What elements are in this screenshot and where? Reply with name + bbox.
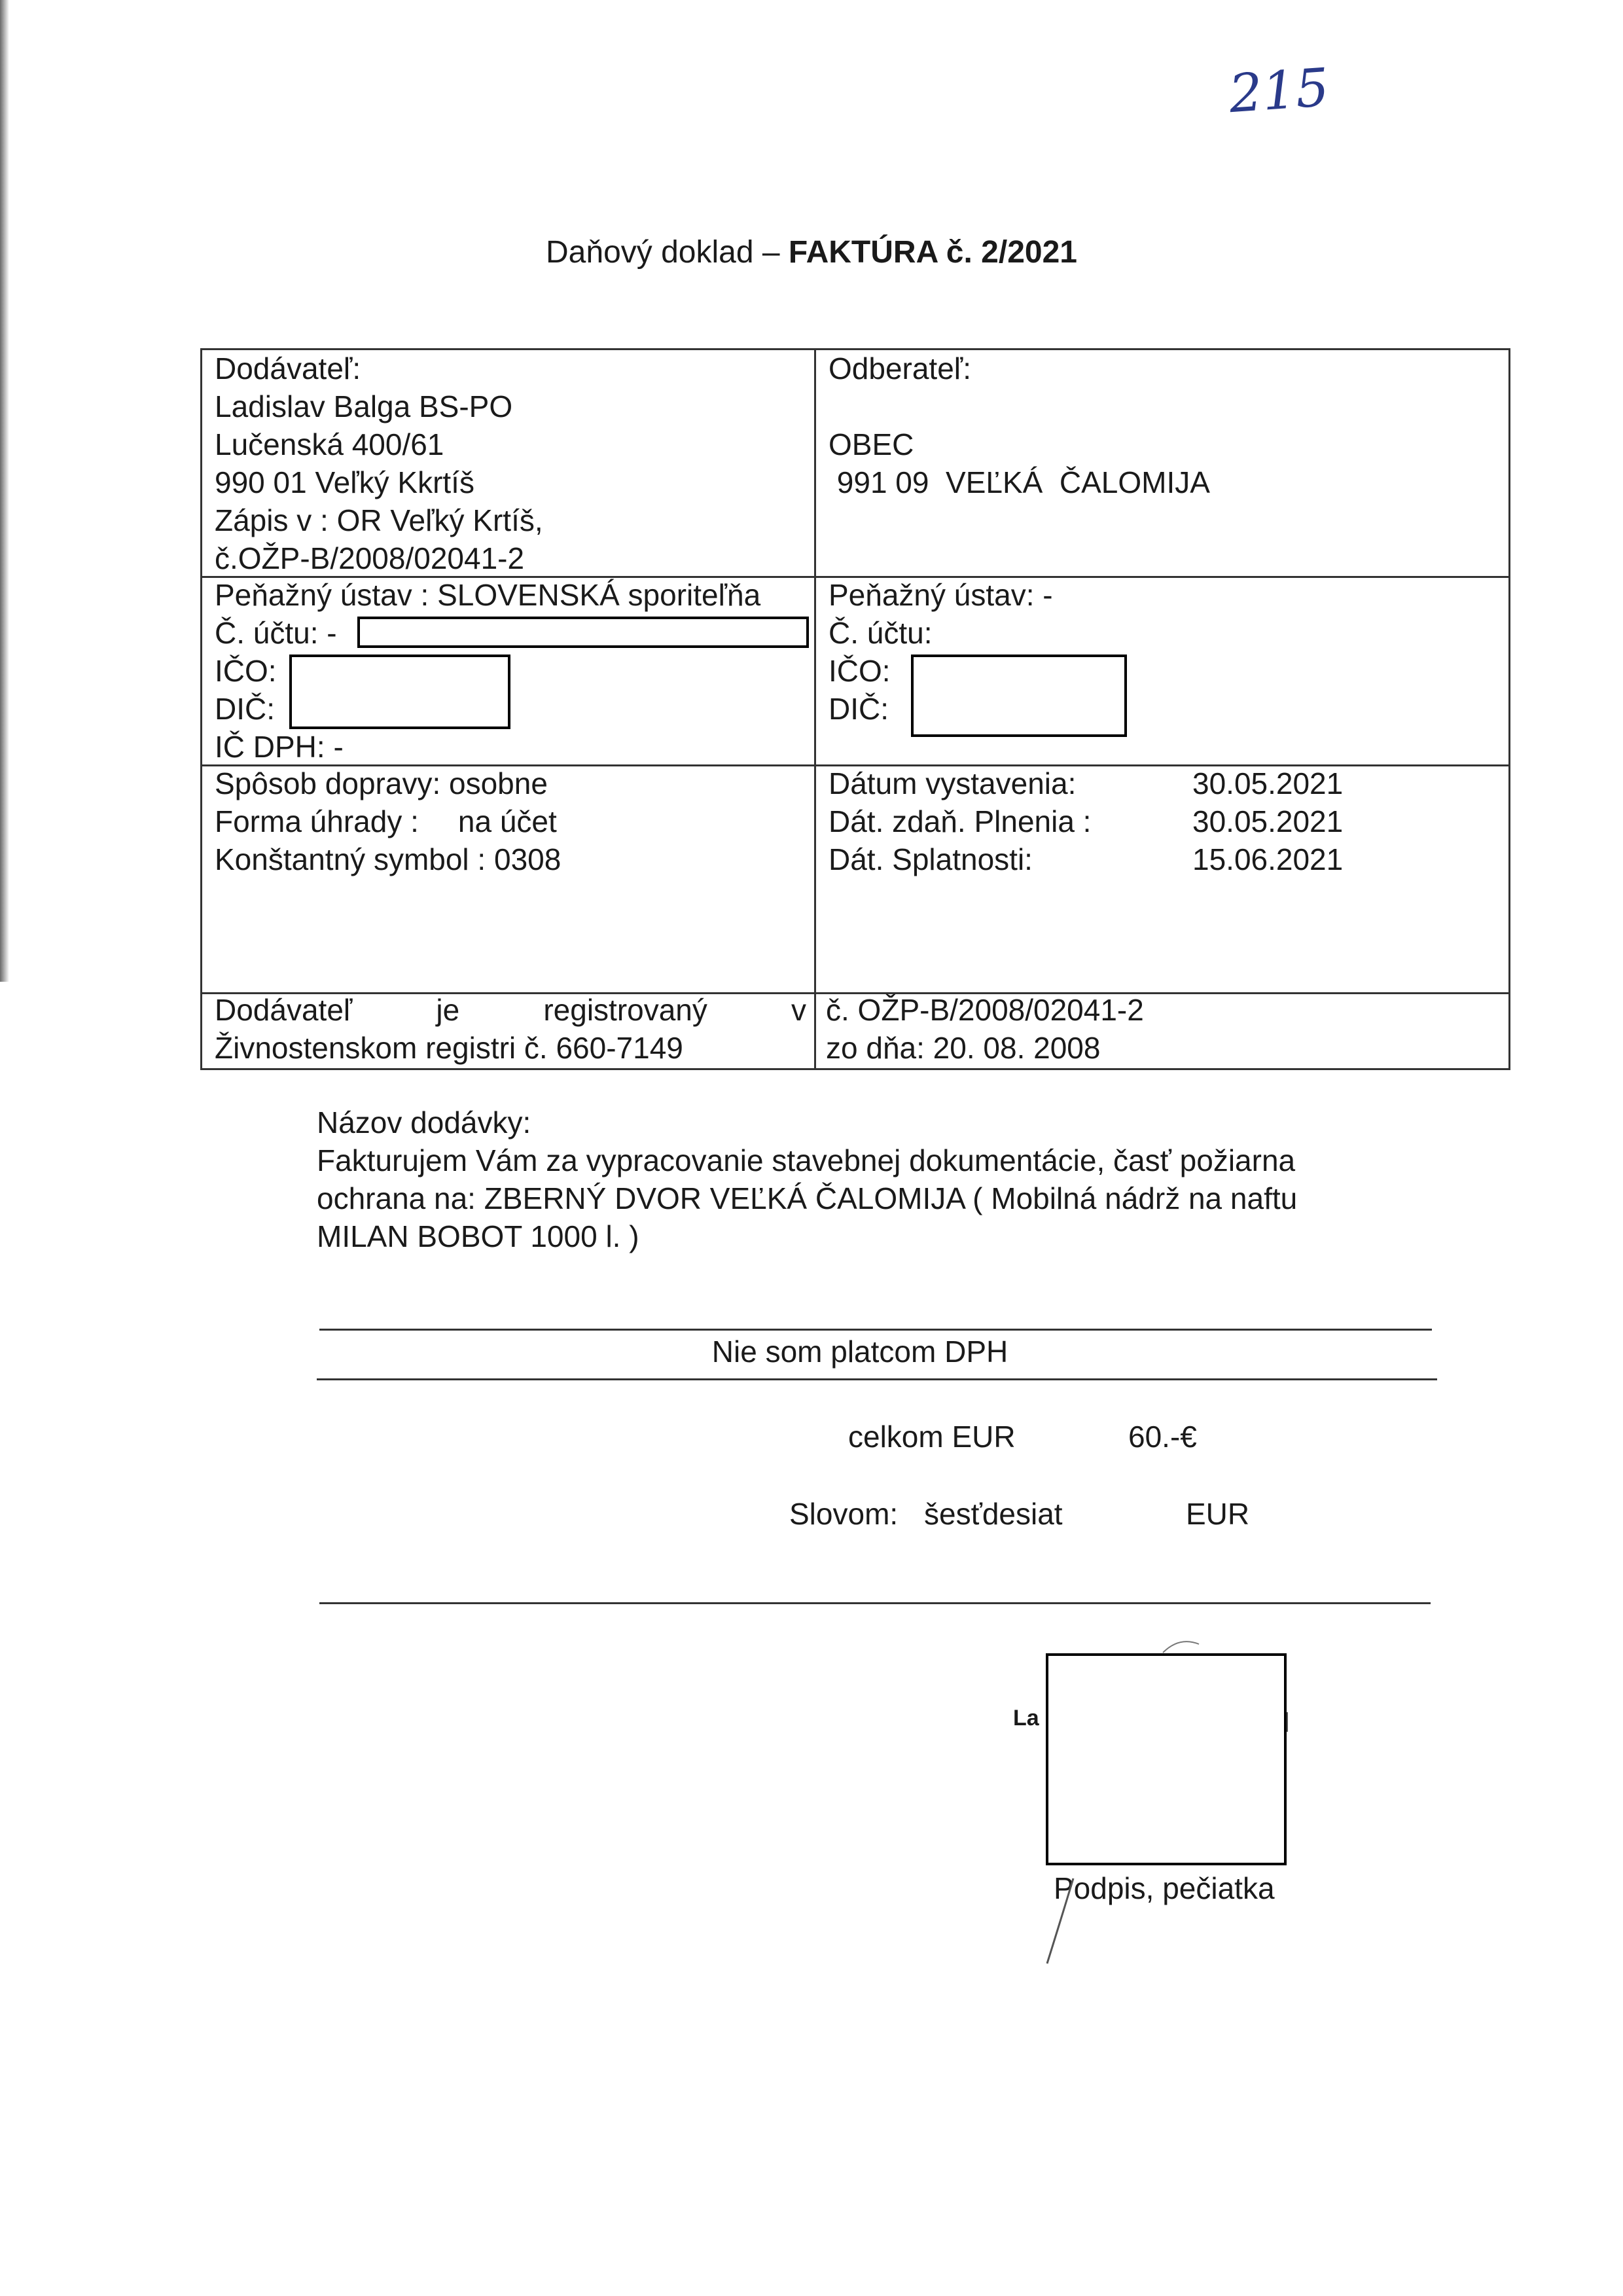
title-main: FAKTÚRA č. 2/2021 bbox=[788, 235, 1077, 270]
delivery-line: ochrana na: ZBERNÝ DVOR VEĽKÁ ČALOMIJA ( Mobilná nádrž na naftu bbox=[317, 1181, 1298, 1215]
supplier-dic: DIČ: bbox=[215, 692, 275, 726]
supplier-block bbox=[215, 350, 543, 577]
vat-top-rule bbox=[319, 1329, 1432, 1331]
payment-block bbox=[215, 764, 561, 878]
words-currency: EUR bbox=[1186, 1497, 1250, 1531]
supplier-line: Zápis v : OR Veľký Krtíš, bbox=[215, 503, 543, 537]
table-bottom-border bbox=[200, 1068, 1510, 1070]
registration-right bbox=[826, 991, 1144, 1067]
constant-symbol: Konštantný symbol : 0308 bbox=[215, 842, 562, 876]
supplier-account: Č. účtu: - bbox=[215, 616, 337, 650]
registration-word: je bbox=[436, 993, 460, 1027]
invoice-title bbox=[0, 234, 1623, 270]
words-value: šesťdesiat bbox=[924, 1497, 1063, 1531]
signature-curl-icon bbox=[1160, 1636, 1205, 1656]
scan-edge bbox=[0, 0, 9, 982]
payment-form bbox=[215, 802, 561, 840]
table-left-border bbox=[200, 348, 202, 1070]
supplier-heading: Dodávateľ: bbox=[215, 351, 361, 386]
supplier-line: č.OŽP-B/2008/02041-2 bbox=[215, 541, 525, 575]
signature-caption: Podpis, pečiatka bbox=[1054, 1871, 1275, 1905]
redaction-customer-ids bbox=[911, 655, 1127, 737]
registration-word: Dodávateľ bbox=[215, 993, 353, 1027]
customer-block bbox=[829, 350, 1210, 501]
customer-bank: Peňažný ústav: - bbox=[829, 578, 1053, 612]
supplier-bank: Peňažný ústav : SLOVENSKÁ sporiteľňa bbox=[215, 578, 761, 612]
supplier-line: 990 01 Veľký Kkrtíš bbox=[215, 465, 474, 499]
registration-date: zo dňa: 20. 08. 2008 bbox=[826, 1031, 1101, 1065]
customer-heading: Odberateľ: bbox=[829, 351, 971, 386]
words-label: Slovom: bbox=[789, 1497, 899, 1531]
taxable-label: Dát. zdaň. Plnenia : bbox=[829, 804, 1092, 838]
dates-values bbox=[1192, 764, 1343, 878]
customer-dic: DIČ: bbox=[829, 692, 889, 726]
customer-ico: IČO: bbox=[829, 654, 891, 688]
supplier-icdph: IČ DPH: - bbox=[215, 730, 344, 764]
total-value: 60.-€ bbox=[1128, 1420, 1197, 1454]
table-right-border bbox=[1508, 348, 1510, 1070]
supplier-line: Lučenská 400/61 bbox=[215, 427, 444, 461]
vat-bottom-rule bbox=[317, 1378, 1437, 1380]
customer-account: Č. účtu: bbox=[829, 616, 933, 650]
registration-word: v bbox=[791, 993, 806, 1027]
issued-label: Dátum vystavenia: bbox=[829, 766, 1077, 800]
handwritten-page-number: 215 bbox=[1226, 56, 1331, 125]
vat-note: Nie som platcom DPH bbox=[711, 1335, 1008, 1369]
registration-word: registrovaný bbox=[543, 993, 707, 1027]
registration-number: č. OŽP-B/2008/02041-2 bbox=[826, 993, 1144, 1027]
delivery-heading: Názov dodávky: bbox=[317, 1105, 531, 1139]
supplier-ico: IČO: bbox=[215, 654, 277, 688]
signature-partial-text: La bbox=[1013, 1706, 1039, 1731]
table-middle-border bbox=[814, 348, 816, 1070]
delivery-line: MILAN BOBOT 1000 l. ) bbox=[317, 1219, 639, 1253]
payment-form-label: Forma úhrady : bbox=[215, 804, 419, 838]
registration-block bbox=[215, 991, 806, 1067]
payment-form-value: na účet bbox=[457, 804, 557, 838]
customer-line: OBEC bbox=[829, 427, 914, 461]
supplier-line: Ladislav Balga BS-PO bbox=[215, 389, 513, 423]
redaction-signature bbox=[1046, 1653, 1287, 1865]
registration-line-1 bbox=[215, 991, 806, 1029]
due-label: Dát. Splatnosti: bbox=[829, 842, 1033, 876]
issued-date: 30.05.2021 bbox=[1192, 766, 1344, 800]
signature-area-rule bbox=[319, 1602, 1431, 1604]
redaction-supplier-account bbox=[357, 617, 809, 648]
dates-block bbox=[829, 764, 1091, 878]
redaction-supplier-ids bbox=[289, 655, 510, 729]
transport-method: Spôsob dopravy: osobne bbox=[215, 766, 548, 800]
delivery-block bbox=[317, 1103, 1297, 1255]
signature-stroke-icon bbox=[1034, 1872, 1080, 1970]
registration-line-2: Živnostenskom registri č. 660-7149 bbox=[215, 1031, 683, 1065]
taxable-date: 30.05.2021 bbox=[1192, 804, 1344, 838]
delivery-line: Fakturujem Vám za vypracovanie stavebnej dokumentácie, časť požiarna bbox=[317, 1143, 1296, 1177]
title-prefix: Daňový doklad – bbox=[546, 235, 789, 270]
due-date: 15.06.2021 bbox=[1192, 842, 1344, 876]
customer-line: 991 09 VEĽKÁ ČALOMIJA bbox=[829, 465, 1210, 499]
total-label: celkom EUR bbox=[848, 1420, 1016, 1454]
